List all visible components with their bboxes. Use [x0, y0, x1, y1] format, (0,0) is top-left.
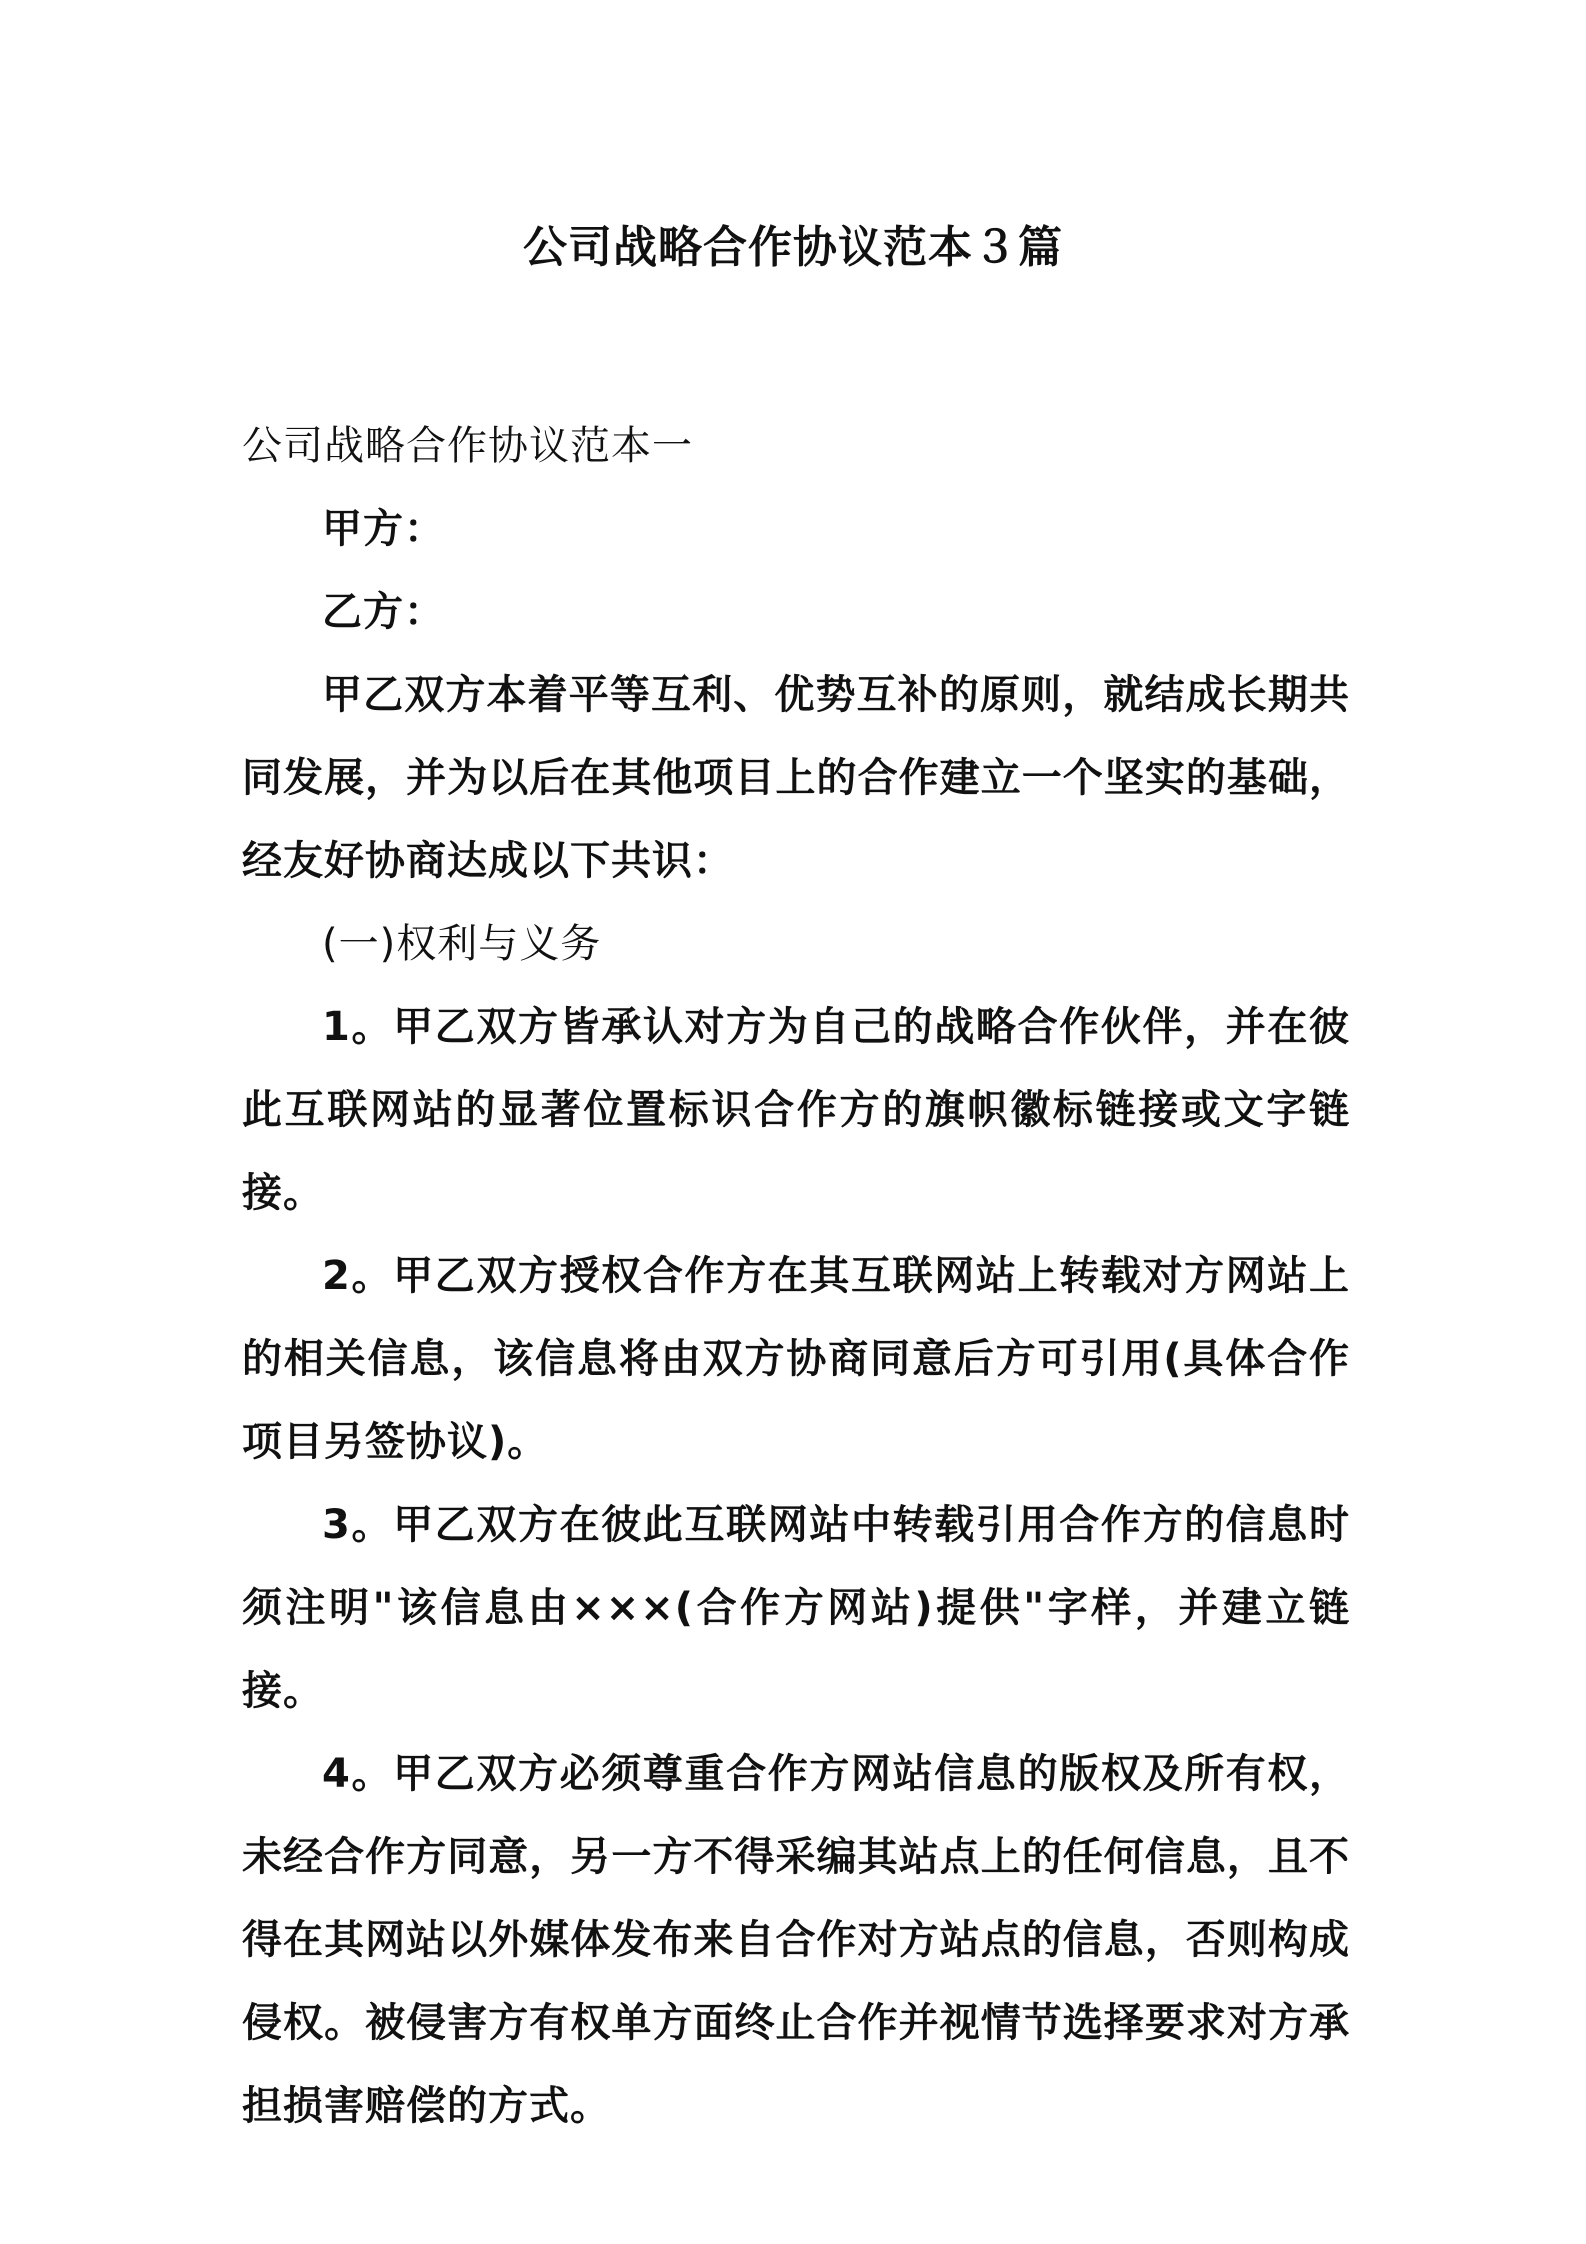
clause-heading: (一)权利与义务: [322, 921, 602, 967]
party-b-label: 乙方：: [322, 589, 445, 635]
document-body: [242, 405, 1350, 2148]
clause-4: 4。甲乙双方必须尊重合作方网站信息的版权及所有权，未经合作方同意，另一方不得采编其站点上的任何信息，且不得在其网站以外媒体发布来自合作对方站点的信息，否则构成侵权。被侵害方有权单方面终止合作并视情节选择要求对方承担损害赔偿的方式。: [242, 1751, 1350, 2129]
clause-3: 3。甲乙双方在彼此互联网站中转载引用合作方的信息时须注明"该信息由×××(合作方网站)提供"字样，并建立链接。: [242, 1502, 1350, 1714]
clause-1: 1。甲乙双方皆承认对方为自己的战略合作伙伴，并在彼此互联网站的显著位置标识合作方的旗帜徽标链接或文字链接。: [242, 1004, 1350, 1216]
party-a-label: 甲方：: [322, 506, 445, 552]
clause-2: 2。甲乙双方授权合作方在其互联网站上转载对方网站上的相关信息，该信息将由双方协商同意后方可引用(具体合作项目另签协议)。: [242, 1253, 1350, 1465]
section-heading: 公司战略合作协议范本一: [242, 423, 693, 469]
document-title: 公司战略合作协议范本３篇: [523, 222, 1063, 273]
intro-paragraph: 甲乙双方本着平等互利、优势互补的原则，就结成长期共同发展，并为以后在其他项目上的合作建立一个坚实的基础，经友好协商达成以下共识：: [242, 672, 1350, 884]
